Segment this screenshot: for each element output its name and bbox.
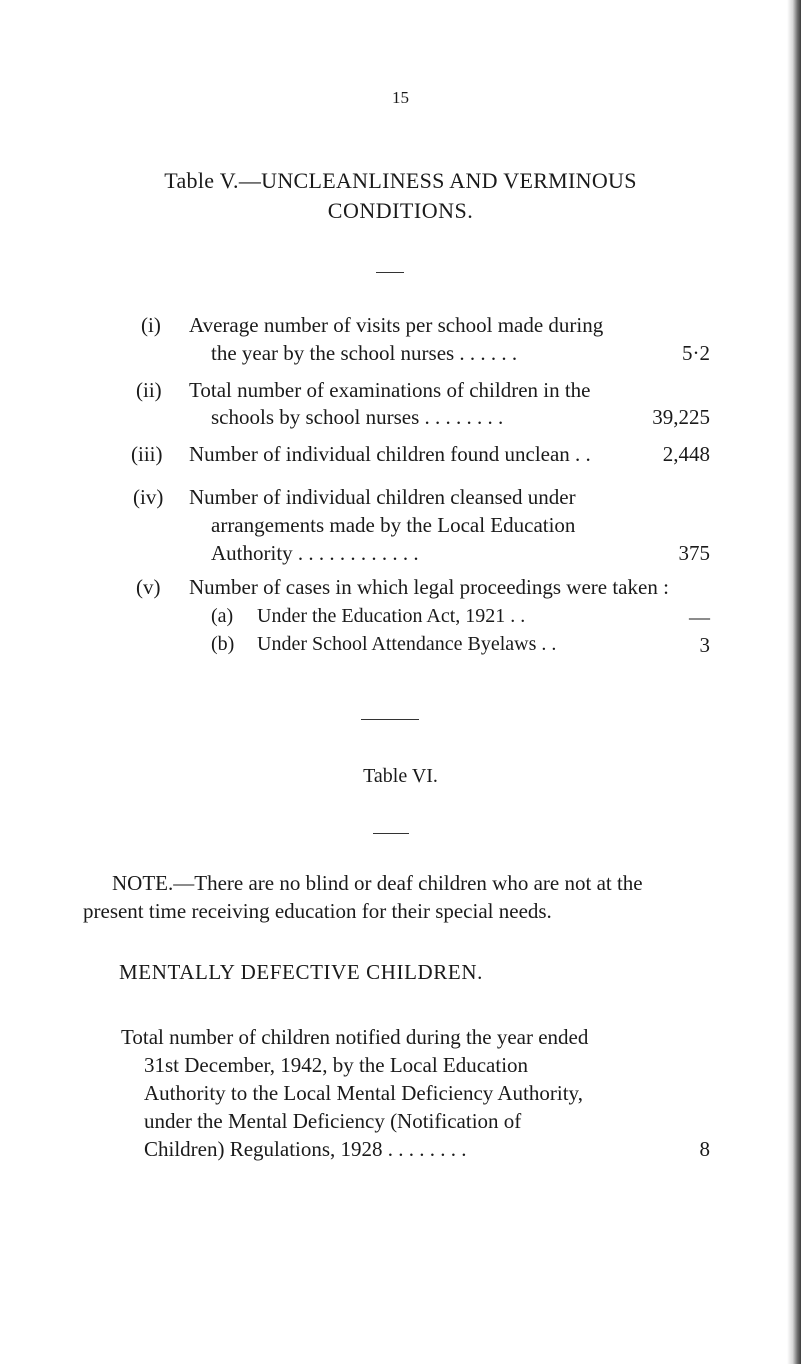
item-text-line: Total number of examinations of children in the: [189, 378, 591, 402]
item-value: 39,225: [652, 405, 710, 429]
item-number: (iv): [133, 485, 164, 509]
note-line: present time receiving education for their special needs.: [83, 899, 552, 923]
subitem-value: —: [689, 605, 710, 629]
item-number: (i): [141, 313, 161, 337]
subitem-value: 3: [699, 633, 710, 657]
table6-title: Table VI.: [363, 765, 438, 787]
mental-text-line: Authority to the Local Mental Deficiency Authority,: [144, 1081, 583, 1105]
item-value: 5·2: [682, 341, 710, 365]
table5-title-line1: Table V.—UNCLEANLINESS AND VERMINOUS: [164, 168, 637, 193]
table5-title-line2: CONDITIONS.: [327, 198, 474, 223]
mental-text-line: 31st December, 1942, by the Local Education: [144, 1053, 529, 1077]
item-text-line: Number of individual children cleansed under: [189, 485, 576, 509]
item-text-line: schools by school nurses . . . . . . . .: [211, 405, 504, 429]
section-divider: [373, 833, 409, 834]
mental-text-line: Children) Regulations, 1928 . . . . . . . .: [144, 1137, 467, 1161]
item-text-line: Average number of visits per school made during: [189, 313, 604, 337]
item-number: (ii): [136, 378, 162, 402]
section-divider: [361, 719, 419, 720]
item-text-line: the year by the school nurses . . . . . .: [211, 341, 518, 365]
item-text-line: Number of cases in which legal proceedings were taken :: [189, 575, 669, 599]
note-line: NOTE.—There are no blind or deaf children who are not at the: [112, 871, 643, 895]
item-value: 375: [678, 541, 710, 565]
subitem-label: (b): [211, 633, 235, 655]
section-divider: [376, 272, 404, 273]
mental-heading: MENTALLY DEFECTIVE CHILDREN.: [119, 960, 483, 984]
item-value: 2,448: [662, 442, 710, 466]
mental-text-line: Total number of children notified during the year ended: [121, 1025, 589, 1049]
subitem-text: Under School Attendance Byelaws . .: [257, 633, 557, 655]
subitem-label: (a): [211, 605, 234, 627]
item-number: (iii): [131, 442, 163, 466]
mental-text-line: under the Mental Deficiency (Notification of: [144, 1109, 522, 1133]
subitem-text: Under the Education Act, 1921 . .: [257, 605, 526, 627]
item-text-line: Authority . . . . . . . . . . . .: [211, 541, 419, 565]
item-number: (v): [136, 575, 161, 599]
mental-value: 8: [699, 1137, 710, 1161]
page-number: 15: [392, 88, 409, 107]
item-text-line: Number of individual children found unclean . .: [189, 442, 591, 466]
item-text-line: arrangements made by the Local Education: [211, 513, 576, 537]
